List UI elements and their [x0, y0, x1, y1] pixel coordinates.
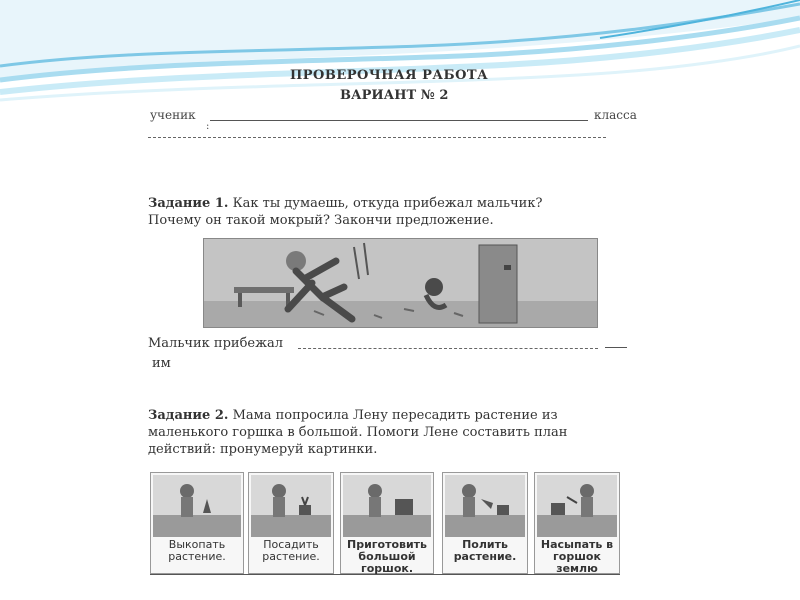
task1-label: Задание 1.	[148, 196, 229, 211]
picture-card-5[interactable]	[534, 472, 620, 574]
picture-card-3[interactable]	[340, 472, 434, 574]
pictures-baseline	[150, 574, 620, 575]
picture-caption-1: Выкопать растение.	[168, 538, 226, 563]
picture-caption-3: Приготовить большой горшок.	[346, 538, 428, 575]
scene-dig-plant	[153, 475, 241, 537]
student-label: ученик	[150, 108, 196, 122]
picture-caption-4: Полить растение.	[453, 538, 517, 563]
task2-line2: маленького горшка в большой. Помоги Лене составить план	[148, 425, 568, 440]
picture-caption-2: Посадить растение.	[262, 538, 320, 563]
task1-answer-tail: им	[152, 356, 171, 371]
running-boy-illustration	[204, 239, 597, 327]
task1-answer-line[interactable]	[298, 348, 598, 349]
student-name-line[interactable]	[210, 120, 588, 121]
scene-fill-soil	[537, 475, 617, 537]
picture-card-4[interactable]	[442, 472, 528, 574]
task2-line3: действий: пронумеруй картинки.	[148, 442, 378, 457]
colon-mark: :	[206, 121, 210, 132]
worksheet-title: ПРОВЕРОЧНАЯ РАБОТА	[290, 68, 489, 83]
task2-instruction: Мама попросила Лену пересадить растение из	[232, 408, 558, 423]
task1-answer-line-end	[605, 347, 627, 348]
task1-line1	[148, 196, 542, 211]
variant-label: ВАРИАНТ № 2	[340, 88, 449, 103]
task1-answer-prefix: Мальчик прибежал	[148, 336, 284, 351]
running-boy-picture	[203, 238, 598, 328]
task1-line2: Почему он такой мокрый? Закончи предложение.	[148, 213, 494, 228]
picture-card-2[interactable]	[248, 472, 334, 574]
scene-water-plant	[445, 475, 525, 537]
scene-plant-in-pot	[251, 475, 331, 537]
class-label: класса	[594, 108, 637, 122]
task1-question: Как ты думаешь, откуда прибежал мальчик?	[232, 196, 543, 211]
picture-caption-5: Насыпать в горшок землю	[540, 538, 614, 575]
picture-card-1[interactable]	[150, 472, 244, 574]
separator-line	[148, 137, 606, 138]
scene-prepare-pot	[343, 475, 431, 537]
task2-line1	[148, 408, 558, 423]
task2-label: Задание 2.	[148, 408, 229, 423]
